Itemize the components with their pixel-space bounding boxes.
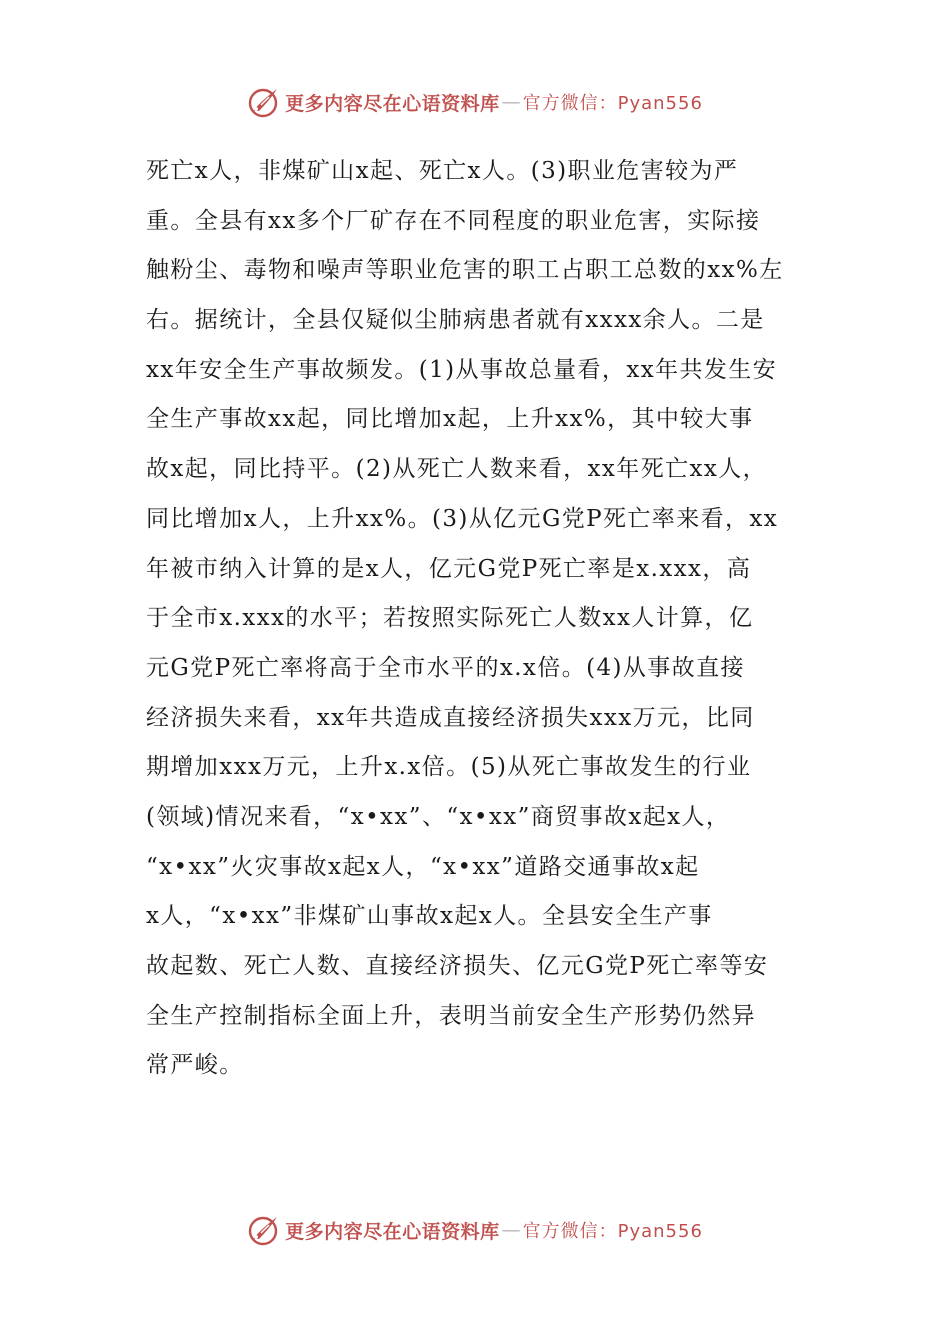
body-line: 故起数、死亡人数、直接经济损失、亿元G党P死亡率等安 — [146, 953, 769, 979]
body-line: 于全市x.xxx的水平；若按照实际死亡人数xx人计算，亿 — [146, 605, 754, 632]
body-line: xx年安全生产事故频发。(1)从事故总量看，xx年共发生安 — [146, 356, 778, 383]
body-line: 死亡x人，非煤矿山x起、死亡x人。(3)职业危害较为严 — [146, 158, 739, 184]
banner-brand-text: 更多内容尽在心语资料库 — [285, 92, 500, 115]
body-line: (领域)情况来看，“x•xx”、“x•xx”商贸事故x起x人， — [146, 803, 731, 830]
header-banner — [0, 82, 950, 122]
banner-contact-text: 官方微信：Pyan556 — [522, 93, 703, 114]
body-line: 同比增加x人，上升xx%。(3)从亿元G党P死亡率来看，xx — [146, 505, 779, 532]
body-line: 常严峻。 — [146, 1052, 244, 1079]
body-line: 故x起，同比持平。(2)从死亡人数来看，xx年死亡xx人， — [146, 456, 768, 483]
banner-separator: — — [501, 1219, 521, 1241]
body-line: “x•xx”火灾事故x起x人，“x•xx”道路交通事故x起 — [146, 853, 700, 880]
body-line: 触粉尘、毒物和噪声等职业危害的职工占职工总数的xx%左 — [146, 257, 784, 284]
banner-brand-text: 更多内容尽在心语资料库 — [285, 1220, 500, 1243]
body-line: 年被市纳入计算的是x人，亿元G党P死亡率是x.xxx，高 — [146, 555, 752, 582]
banner-contact-text: 官方微信：Pyan556 — [522, 1221, 703, 1242]
body-line: 右。据统计，全县仅疑似尘肺病患者就有xxxx余人。二是 — [146, 307, 765, 334]
pen-nib-logo-icon — [247, 1213, 281, 1247]
document-body — [146, 147, 826, 1091]
body-line: 全生产控制指标全面上升，表明当前安全生产形势仍然异 — [146, 1002, 756, 1029]
banner-separator: — — [501, 91, 521, 113]
body-line: x人，“x•xx”非煤矿山事故x起x人。全县安全生产事 — [146, 903, 713, 930]
body-line: 元G党P死亡率将高于全市水平的x.x倍。(4)从事故直接 — [146, 654, 745, 681]
footer-banner — [0, 1210, 950, 1250]
body-line: 重。全县有xx多个厂矿存在不同程度的职业危害，实际接 — [146, 207, 761, 234]
pen-nib-logo-icon — [247, 85, 281, 119]
body-line: 全生产事故xx起，同比增加x起，上升xx%，其中较大事 — [146, 406, 754, 433]
body-line: 经济损失来看，xx年共造成直接经济损失xxx万元，比同 — [146, 704, 755, 731]
body-line: 期增加xxx万元，上升x.x倍。(5)从死亡事故发生的行业 — [146, 754, 752, 781]
